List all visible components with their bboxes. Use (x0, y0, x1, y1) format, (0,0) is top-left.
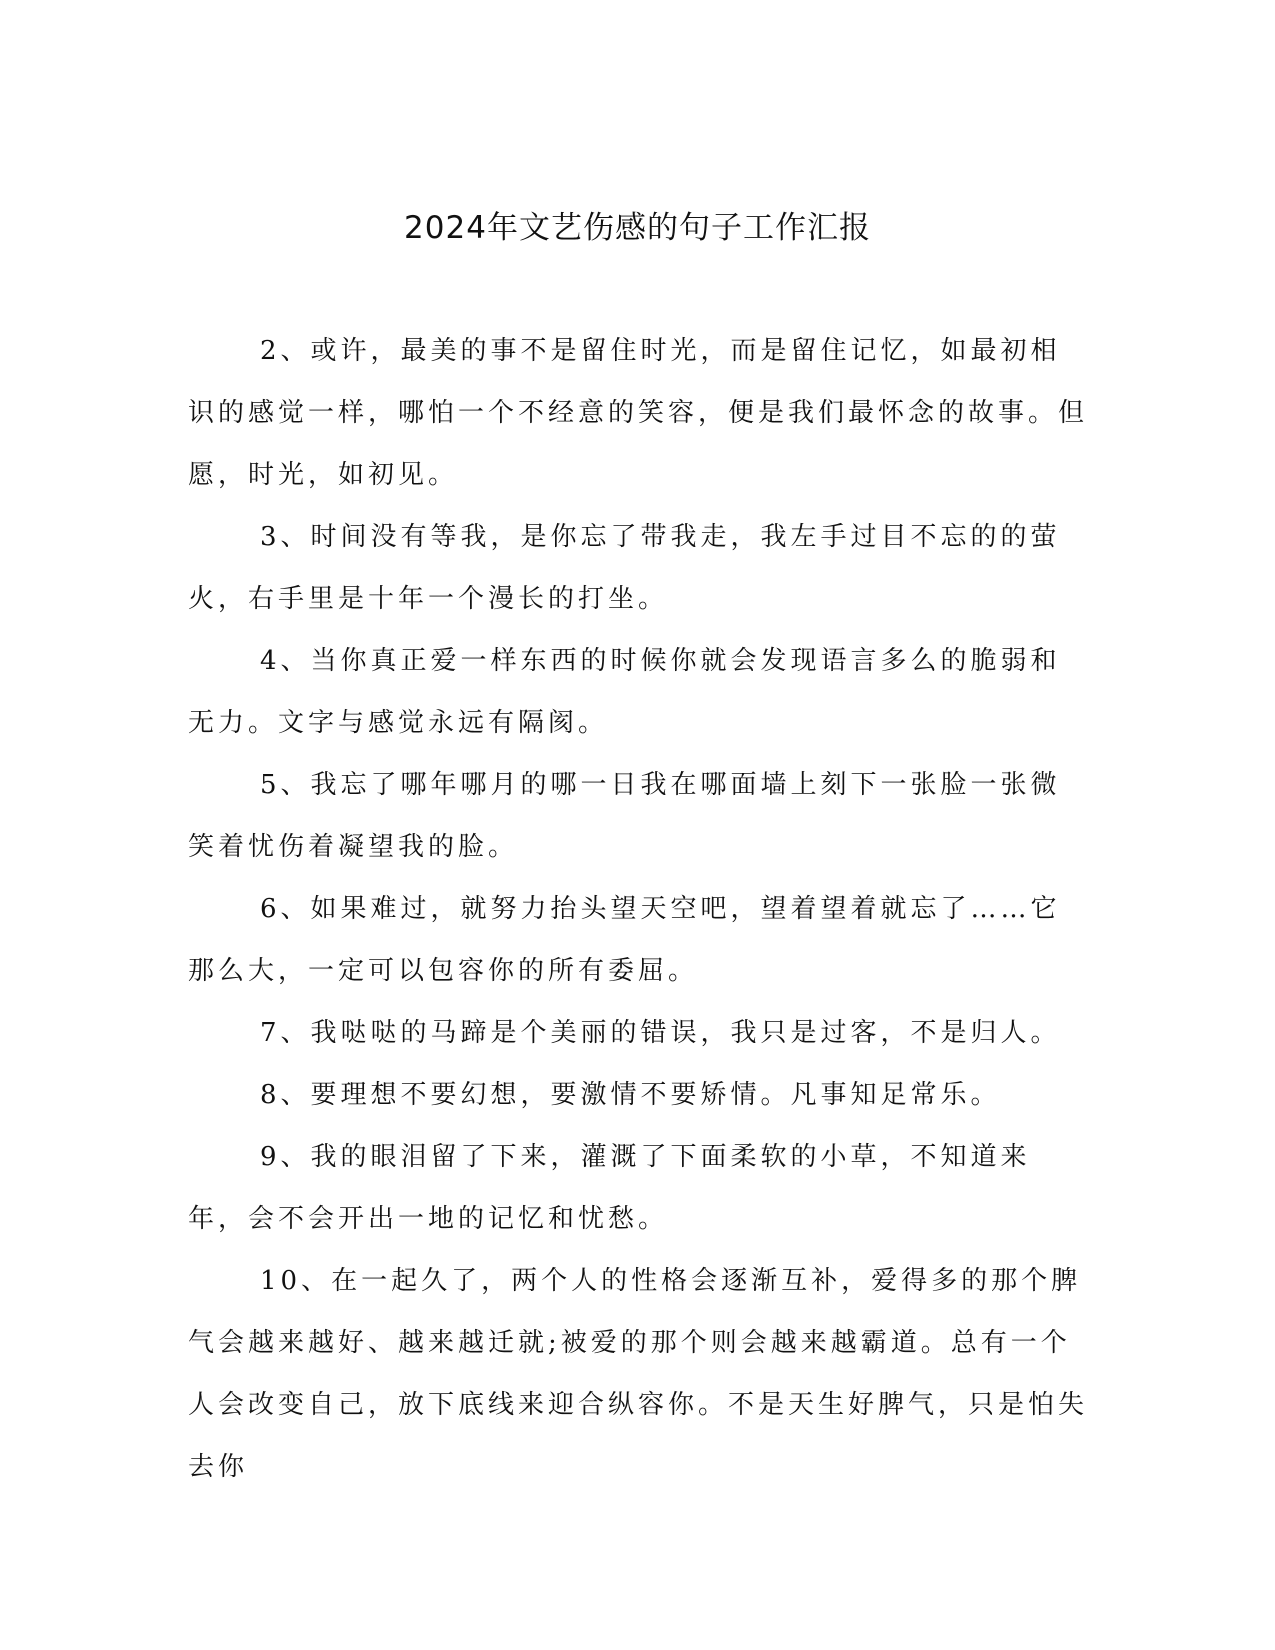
document-body (188, 320, 1088, 1498)
paragraph-3: 3、时间没有等我，是你忘了带我走，我左手过目不忘的的萤火，右手里是十年一个漫长的打坐。 (188, 522, 1061, 614)
paragraph-10: 10、在一起久了，两个人的性格会逐渐互补，爱得多的那个脾气会越来越好、越来越迁就;被爱的那个则会越来越霸道。总有一个人会改变自己，放下底线来迎合纵容你。不是天生好脾气，只是怕失去你 (188, 1266, 1089, 1482)
paragraph-5: 5、我忘了哪年哪月的哪一日我在哪面墙上刻下一张脸一张微笑着忧伤着凝望我的脸。 (188, 770, 1061, 862)
paragraph-6: 6、如果难过，就努力抬头望天空吧，望着望着就忘了……它那么大，一定可以包容你的所有委屈。 (188, 894, 1061, 986)
paragraph-8: 8、要理想不要幻想，要激情不要矫情。凡事知足常乐。 (260, 1080, 1001, 1110)
paragraph-2: 2、或许，最美的事不是留住时光，而是留住记忆，如最初相识的感觉一样，哪怕一个不经意的笑容，便是我们最怀念的故事。但愿，时光，如初见。 (188, 336, 1089, 490)
paragraph-7: 7、我哒哒的马蹄是个美丽的错误，我只是过客，不是归人。 (260, 1018, 1061, 1048)
paragraph-4: 4、当你真正爱一样东西的时候你就会发现语言多么的脆弱和无力。文字与感觉永远有隔阂。 (188, 646, 1061, 738)
document-title: 2024年文艺伤感的句子工作汇报 (404, 210, 871, 246)
paragraph-9: 9、我的眼泪留了下来，灌溉了下面柔软的小草，不知道来年，会不会开出一地的记忆和忧愁。 (188, 1142, 1031, 1234)
